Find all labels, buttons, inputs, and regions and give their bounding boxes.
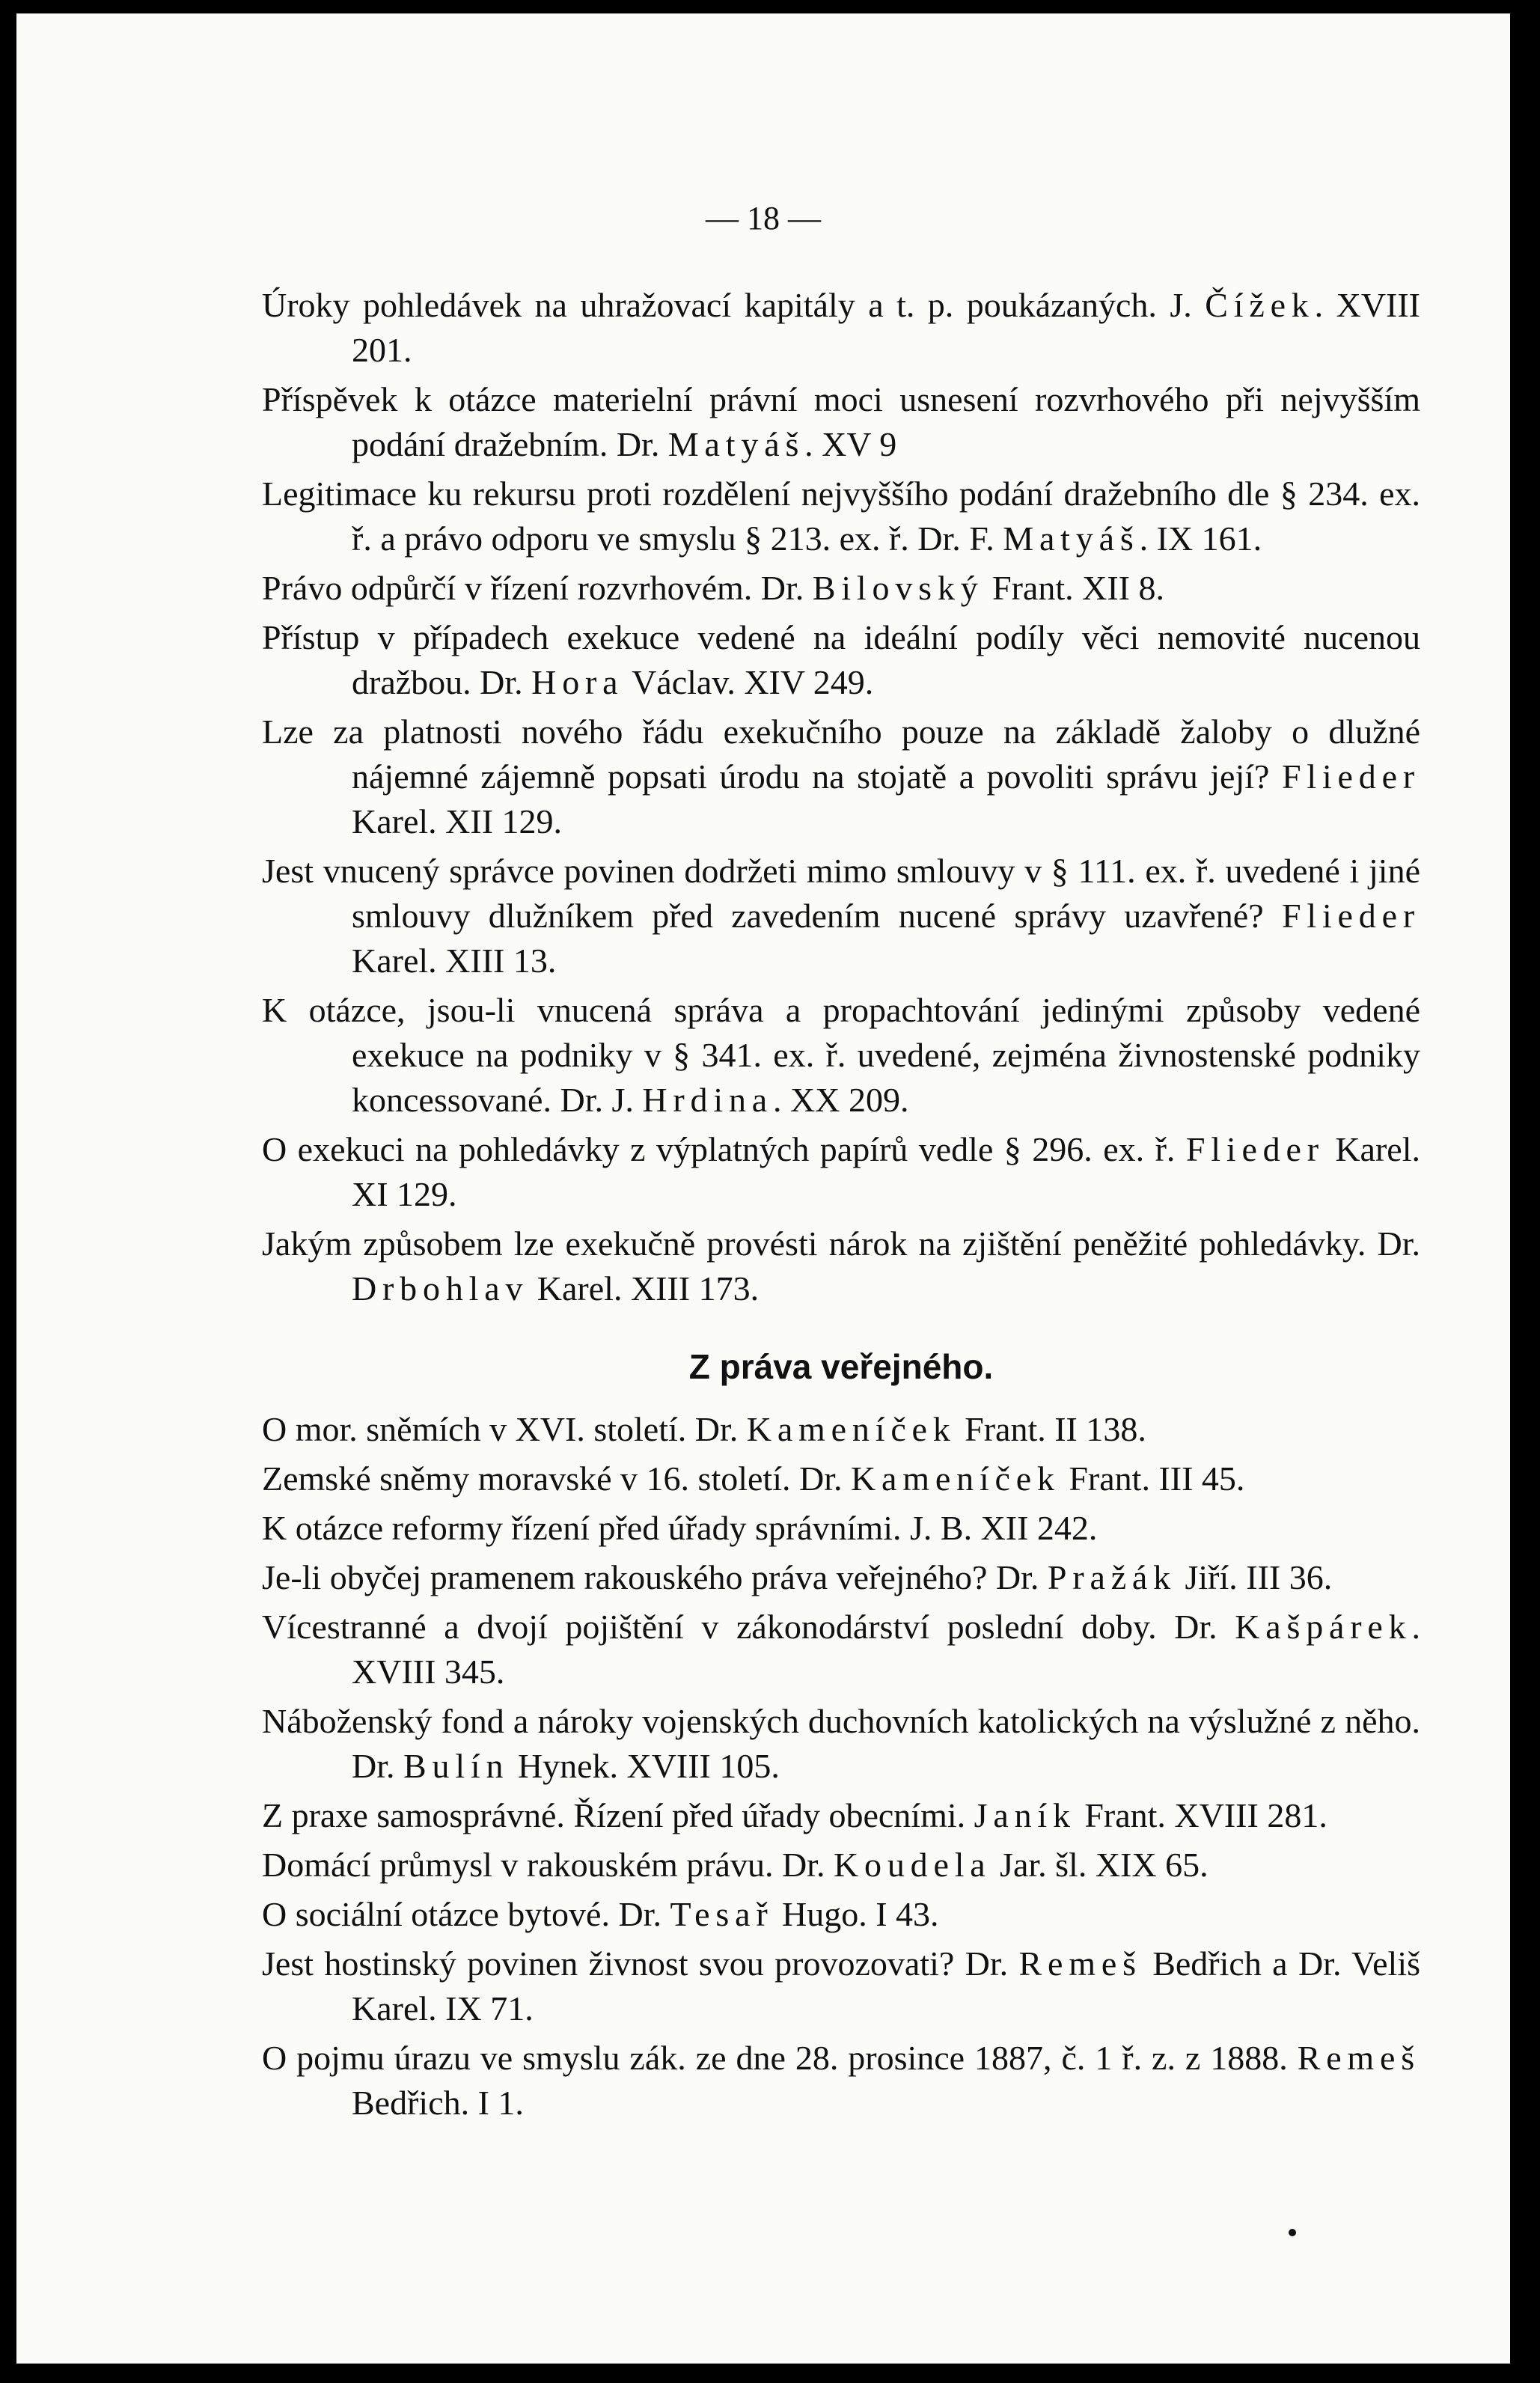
entry-reference: Karel. XIII 173.: [528, 1269, 760, 1308]
entry-reference: Jiří. III 36.: [1176, 1558, 1333, 1596]
bibliography-entry: [262, 1221, 1420, 1311]
entry-author: Tesař: [670, 1895, 774, 1933]
bibliography-entry: [262, 2036, 1420, 2126]
entry-reference: . XVIII 345.: [352, 1608, 1420, 1691]
bibliography-entry: [262, 377, 1420, 467]
bibliography-entry: [262, 1699, 1420, 1789]
bibliography-entry: [262, 1127, 1420, 1217]
bibliography-entry: [262, 849, 1420, 983]
bibliography-entry: [262, 1555, 1420, 1600]
entry-author: Kameníček: [851, 1459, 1060, 1498]
document-page: [16, 13, 1510, 2364]
bibliography-entry: [262, 988, 1420, 1123]
entry-title: O exekuci na pohledávky z výplatných papírů vedle § 296. ex. ř.: [262, 1130, 1186, 1168]
entry-reference: . XVIII 201.: [352, 286, 1420, 369]
entry-reference: Karel. XI 129.: [352, 1130, 1420, 1213]
bibliography-entry: [262, 1605, 1420, 1694]
section-heading: Z práva veřejného.: [688, 1347, 994, 1386]
entries-group-2: [262, 1407, 1420, 2126]
entry-title: Úroky pohledávek na uhražovací kapitály a t. p. poukázaných. J.: [262, 286, 1206, 324]
entry-author: Koudela: [833, 1846, 991, 1884]
entry-reference: Bedřich. I 1.: [352, 2084, 524, 2122]
entry-title: Právo odpůrčí v řízení rozvrhovém. Dr.: [262, 569, 813, 607]
entry-reference: Bedřich a Dr. Veliš Karel. IX 71.: [352, 1944, 1420, 2027]
entry-title: Přístup v případech exekuce vedené na ideální podíly věci nemovité nucenou dražbou. Dr.: [262, 618, 1420, 701]
entry-reference: Frant. III 45.: [1060, 1459, 1245, 1498]
entry-title: Příspěvek k otázce materielní právní moci usnesení rozvrhového při nejvyšším podání dražebním. Dr.: [262, 380, 1420, 463]
bibliography-entry: [262, 472, 1420, 561]
entry-author: Pražák: [1047, 1558, 1176, 1596]
entry-author: Remeš: [1018, 1944, 1142, 1983]
entry-reference: Jar. šl. XIX 65.: [991, 1846, 1209, 1884]
entry-reference: Karel. XIII 13.: [352, 942, 557, 980]
bibliography-entry: [262, 566, 1420, 611]
bibliography-entry: [262, 1843, 1420, 1888]
entry-author: Čížek: [1205, 286, 1315, 324]
entries-group-1: [262, 283, 1420, 1311]
entry-author: Hora: [531, 663, 624, 701]
entry-author: Janík: [974, 1796, 1076, 1834]
entry-author: Drbohlav: [352, 1269, 529, 1308]
entry-title: Náboženský fond a nároky vojenských duchovních katolických na výslužné z něho. Dr.: [262, 1702, 1420, 1785]
entry-title: Zemské sněmy moravské v 16. století. Dr.: [262, 1459, 851, 1498]
entry-title: O sociální otázce bytové. Dr.: [262, 1895, 670, 1933]
bibliography-entry: [262, 1506, 1420, 1551]
entry-title: O pojmu úrazu ve smyslu zák. ze dne 28. prosince 1887, č. 1 ř. z. z 1888.: [262, 2039, 1298, 2077]
bibliography-entry: [262, 1793, 1420, 1838]
entry-title: Legitimace ku rekursu proti rozdělení nejvyššího podání dražebního dle § 234. ex. ř. a právo odporu ve smyslu § 213. ex. ř. Dr. F.: [262, 475, 1420, 558]
entry-reference: . IX 161.: [1139, 519, 1262, 558]
entry-author: Matyáš: [1003, 519, 1140, 558]
entry-reference: Frant. XVIII 281.: [1075, 1796, 1327, 1834]
bibliography-entry: [262, 1407, 1420, 1452]
entry-reference: Karel. XII 129.: [352, 802, 563, 840]
entry-author: Flieder: [1281, 897, 1420, 935]
entry-author: Matyáš: [667, 425, 805, 463]
entry-title: Jakým způsobem lze exekučně provésti nárok na zjištění peněžité pohledávky. Dr.: [262, 1224, 1420, 1263]
entry-author: Kameníček: [746, 1410, 956, 1448]
entry-author: Flieder: [1185, 1130, 1324, 1168]
entry-reference: Hugo. I 43.: [773, 1895, 939, 1933]
bibliography-entry: [262, 1892, 1420, 1937]
bibliography-entry: [262, 283, 1420, 373]
entry-reference: Frant. XII 8.: [983, 569, 1164, 607]
entry-title: Jest vnucený správce povinen dodržeti mimo smlouvy v § 111. ex. ř. uvedené i jiné smlouvy dlužníkem před zavedením nucené správy uzavřené?: [262, 852, 1420, 935]
entry-author: Bilovský: [812, 569, 984, 607]
entry-title: Lze za platnosti nového řádu exekučního pouze na základě žaloby o dlužné nájemné zájemně popsati úrodu na stojatě a povoliti správu její?: [262, 713, 1420, 796]
page-number: — 18 —: [706, 200, 821, 237]
entry-reference: . XV 9: [804, 425, 897, 463]
entry-author: Kašpárek: [1235, 1608, 1412, 1646]
bibliography-content: [262, 283, 1420, 2130]
entry-title: Jest hostinský povinen živnost svou provozovati? Dr.: [262, 1944, 1019, 1983]
entry-author: Remeš: [1297, 2039, 1420, 2077]
bibliography-entry: [262, 615, 1420, 705]
stray-dot-mark: [1289, 2229, 1296, 2236]
bibliography-entry: [262, 1941, 1420, 2031]
entry-author: Bulín: [403, 1747, 510, 1785]
entry-reference: Frant. II 138.: [956, 1410, 1146, 1448]
entry-reference: Václav. XIV 249.: [623, 663, 874, 701]
entry-title: K otázce reformy řízení před úřady správními. J. B. XII 242.: [262, 1509, 1098, 1547]
entry-author: Hrdina: [642, 1081, 774, 1119]
entry-reference: Hynek. XVIII 105.: [509, 1747, 780, 1785]
entry-title: K otázce, jsou-li vnucená správa a propachtování jedinými způsoby vedené exekuce na podniky v § 341. ex. ř. uvedené, zejména živnostenské podniky koncessované. Dr. J.: [262, 991, 1420, 1119]
entry-author: Flieder: [1281, 757, 1420, 796]
entry-reference: . XX 209.: [773, 1081, 909, 1119]
bibliography-entry: [262, 1456, 1420, 1501]
entry-title: Domácí průmysl v rakouském právu. Dr.: [262, 1846, 834, 1884]
entry-title: Z praxe samosprávné. Řízení před úřady obecními.: [262, 1796, 974, 1834]
entry-title: Je-li obyčej pramenem rakouského práva veřejného? Dr.: [262, 1558, 1048, 1596]
entry-title: O mor. sněmích v XVI. století. Dr.: [262, 1410, 747, 1448]
entry-title: Vícestranné a dvojí pojištění v zákonodárství poslední doby. Dr.: [262, 1608, 1235, 1646]
bibliography-entry: [262, 710, 1420, 844]
